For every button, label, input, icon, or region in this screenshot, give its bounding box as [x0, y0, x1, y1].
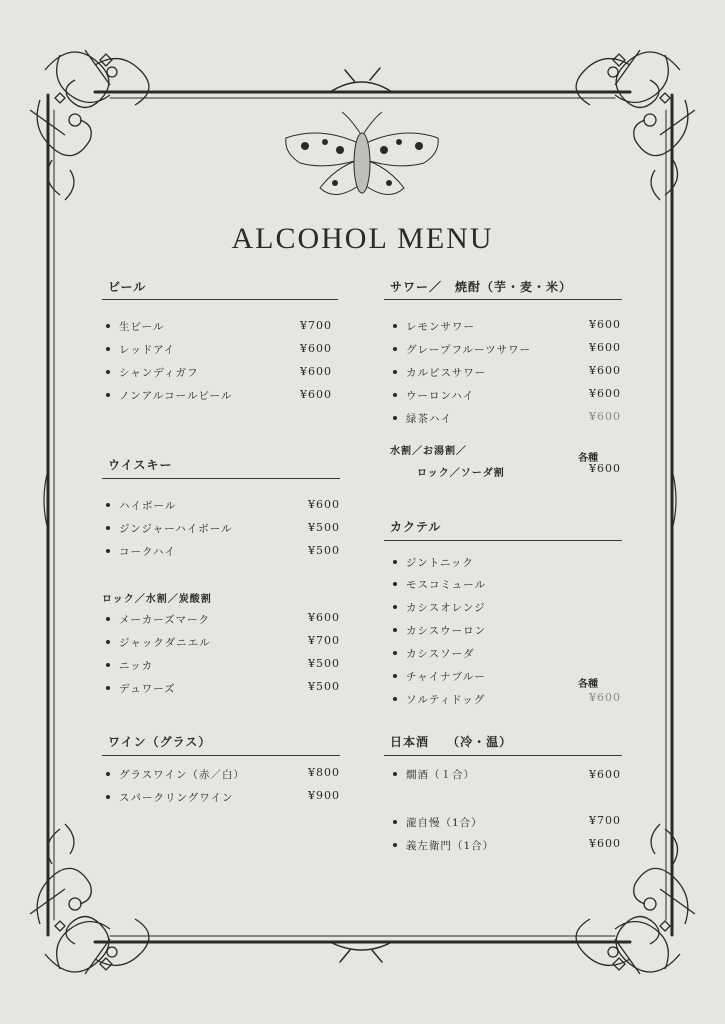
item-name: 義左衛門（1合）	[406, 840, 495, 852]
section-divider	[384, 755, 622, 756]
item-name: モスコミュール	[406, 579, 487, 591]
section-heading-sour: サワー／ 焼酎（芋・麦・米）	[390, 280, 573, 294]
list-item	[106, 658, 153, 673]
section-heading-wine: ワイン（グラス）	[108, 735, 212, 749]
item-name: ウーロンハイ	[406, 390, 475, 402]
sub-heading: ロック／ソーダ割	[417, 468, 505, 479]
item-price: ¥700	[300, 319, 332, 332]
sub-heading: ロック／水割／炭酸割	[102, 594, 212, 605]
item-name: グラスワイン（赤／白）	[119, 769, 245, 781]
list-item	[106, 388, 232, 403]
item-price: ¥800	[308, 766, 340, 779]
list-item	[393, 767, 475, 782]
item-price: ¥600	[589, 462, 621, 475]
item-price: ¥600	[589, 691, 621, 704]
item-price: ¥600	[589, 768, 621, 781]
item-name: メーカーズマーク	[119, 614, 211, 626]
list-item	[106, 612, 210, 627]
item-price: ¥600	[589, 837, 621, 850]
item-price: ¥600	[300, 342, 332, 355]
item-price: ¥600	[589, 341, 621, 354]
list-item	[393, 646, 475, 661]
list-item	[106, 365, 198, 380]
item-price: ¥600	[308, 611, 340, 624]
item-price: ¥700	[589, 814, 621, 827]
item-price: ¥900	[308, 789, 340, 802]
list-item	[106, 790, 233, 805]
item-name: ソルティドッグ	[406, 694, 486, 706]
list-item	[393, 577, 486, 592]
item-price: ¥600	[300, 365, 332, 378]
item-name: 燗酒（１合）	[406, 769, 475, 781]
item-name: ノンアルコールビール	[119, 390, 233, 402]
item-price: ¥500	[308, 657, 340, 670]
section-heading-beer: ビール	[108, 280, 147, 294]
list-item	[106, 521, 233, 536]
list-item	[393, 669, 486, 684]
list-item	[393, 555, 474, 570]
item-name: レッドアイ	[119, 344, 176, 356]
item-name: 生ビール	[119, 321, 165, 333]
item-name: カルピスサワー	[406, 367, 487, 379]
item-name: シャンディガフ	[119, 367, 199, 379]
list-item	[393, 600, 486, 615]
page-title: ALCOHOL MENU	[231, 222, 494, 255]
item-name: 緑茶ハイ	[406, 413, 452, 425]
item-price: ¥500	[308, 521, 340, 534]
item-name: カシスソーダ	[406, 648, 475, 660]
item-name: 瀧自慢（1合）	[406, 817, 483, 829]
list-item	[393, 342, 531, 357]
section-heading-whisky: ウイスキー	[108, 458, 173, 472]
item-name: ジントニック	[406, 557, 474, 569]
item-name: ジンジャーハイボール	[119, 523, 233, 535]
section-divider	[102, 478, 340, 479]
item-name: チャイナブルー	[406, 671, 486, 683]
list-item	[106, 342, 175, 357]
item-name: ジャックダニエル	[119, 637, 211, 649]
list-item	[106, 635, 211, 650]
item-name: グレープフルーツサワー	[406, 344, 532, 356]
section-divider	[102, 299, 338, 300]
item-price: ¥500	[308, 680, 340, 693]
list-item	[393, 838, 494, 853]
item-name: コークハイ	[119, 546, 176, 558]
item-price: ¥500	[308, 544, 340, 557]
note-label: 各種	[578, 453, 598, 464]
list-item	[106, 681, 176, 696]
list-item	[393, 623, 486, 638]
list-item	[106, 767, 245, 782]
sub-heading: 水割／お湯割／	[390, 446, 467, 457]
moth-illustration-icon	[280, 108, 444, 204]
section-heading-cocktail: カクテル	[390, 520, 442, 534]
item-name: レモンサワー	[406, 321, 475, 333]
note-label: 各種	[578, 679, 598, 690]
list-item	[106, 544, 176, 559]
list-item	[393, 815, 483, 830]
list-item	[393, 319, 475, 334]
list-item	[393, 692, 485, 707]
list-item	[106, 498, 176, 513]
item-price: ¥600	[589, 387, 621, 400]
item-name: ニッカ	[119, 660, 154, 672]
list-item	[393, 365, 486, 380]
item-price: ¥600	[589, 410, 621, 423]
item-price: ¥600	[308, 498, 340, 511]
item-price: ¥600	[300, 388, 332, 401]
section-heading-sake: 日本酒 （冷・温）	[390, 735, 513, 749]
list-item	[393, 388, 474, 403]
item-name: ハイボール	[119, 500, 177, 512]
item-name: デュワーズ	[119, 683, 176, 695]
section-divider	[384, 299, 622, 300]
item-price: ¥600	[589, 318, 621, 331]
section-divider	[102, 755, 340, 756]
item-price: ¥600	[589, 364, 621, 377]
list-item	[106, 319, 164, 334]
item-name: スパークリングワイン	[119, 792, 234, 804]
item-name: カシスウーロン	[406, 625, 487, 637]
section-divider	[384, 540, 622, 541]
item-price: ¥700	[308, 634, 340, 647]
list-item	[393, 411, 452, 426]
item-name: カシスオレンジ	[406, 602, 486, 614]
